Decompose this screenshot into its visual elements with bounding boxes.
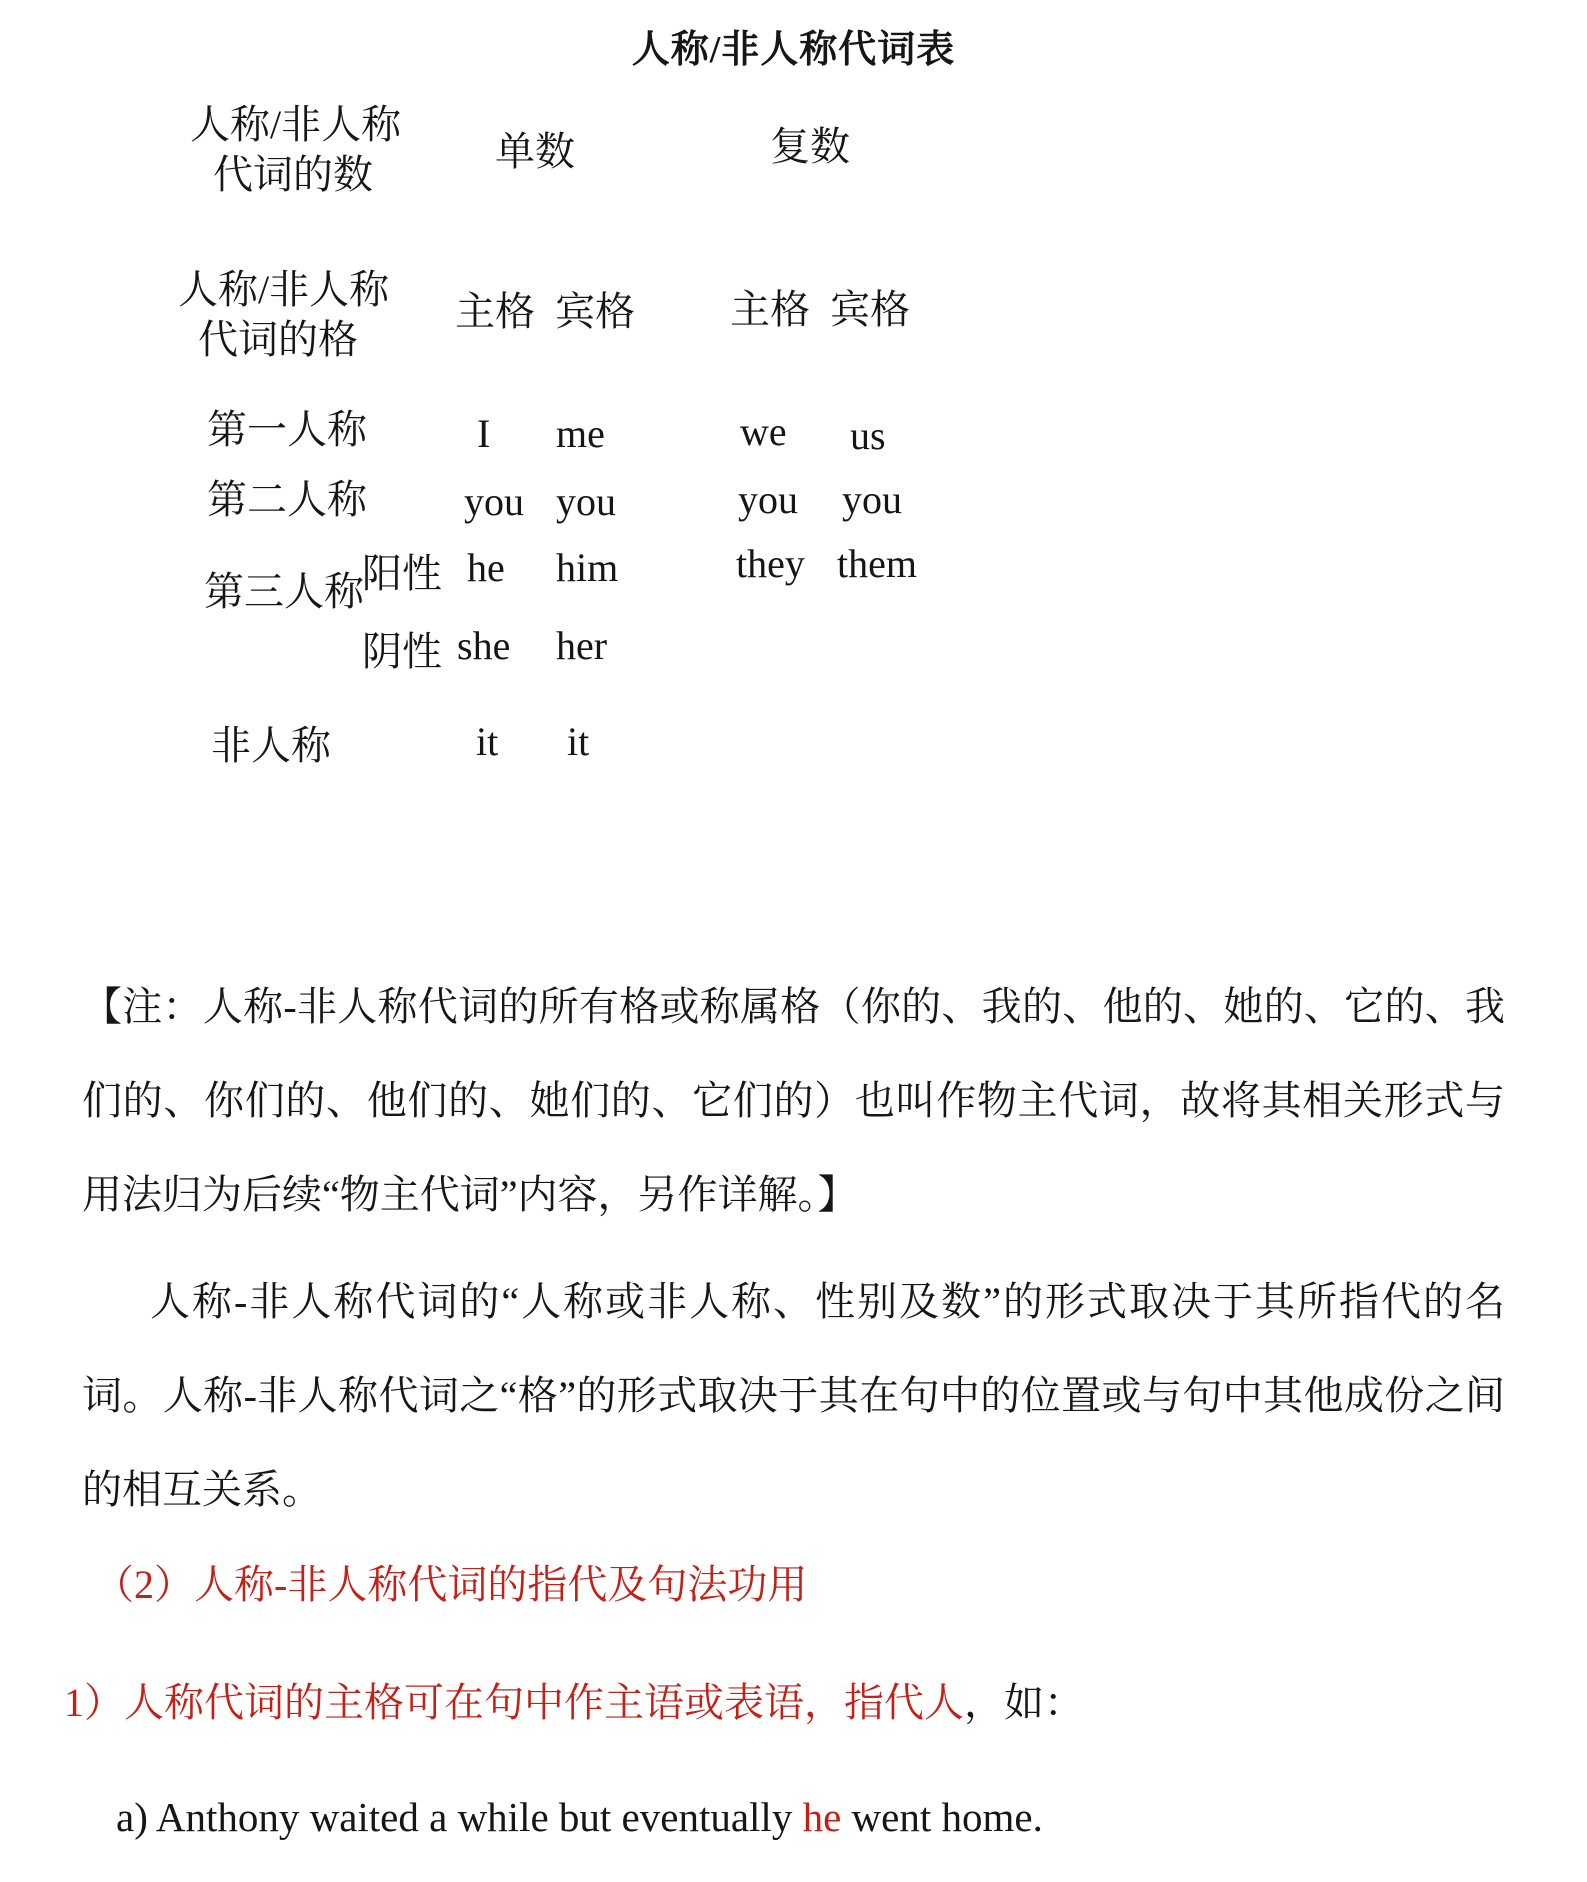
cell-third-masc-sg-nom: he — [467, 545, 505, 590]
col-header-number-line2: 代词的数 — [213, 152, 373, 197]
col-header-plural: 复数 — [770, 124, 850, 169]
cell-impersonal-sg-nom: it — [476, 719, 499, 764]
cell-impersonal-sg-acc: it — [567, 719, 590, 764]
example-a-highlight: he — [802, 1794, 842, 1840]
section-2-heading: （2）人称-非人称代词的指代及句法功用 — [94, 1562, 808, 1607]
row-label-masculine: 阳性 — [362, 551, 442, 596]
row-label-third-person: 第三人称 — [204, 569, 364, 614]
example-a-prefix: a) Anthony waited a while but eventually — [116, 1794, 803, 1840]
col-header-number-label — [190, 100, 402, 200]
page-title: 人称/非人称代词表 — [631, 29, 956, 71]
cell-third-pl-nom: they — [736, 541, 805, 586]
cell-second-pl-nom: you — [738, 477, 798, 522]
row-label-feminine: 阴性 — [362, 629, 442, 674]
example-a-suffix: went home. — [841, 1794, 1043, 1840]
row-label-second-person: 第二人称 — [207, 477, 367, 522]
item-1-red-text: 1）人称代词的主格可在句中作主语或表语，指代人 — [64, 1680, 964, 1725]
col-header-number-line1: 人称/非人称 — [190, 102, 402, 147]
case-header-sg-nom: 主格 — [455, 289, 535, 334]
cell-third-fem-sg-nom: she — [457, 623, 511, 668]
col-header-case-label — [178, 265, 390, 365]
cell-second-sg-nom: you — [464, 479, 524, 524]
body-paragraph: 人称-非人称代词的“人称或非人称、性别及数”的形式取决于其所指代的名词。人称-非人称代词之“格”的形式取决于其在句中的位置或与句中其他成份之间的相互关系。 — [82, 1279, 1505, 1512]
item-1-line — [64, 1673, 1505, 1733]
col-header-case-line2: 代词的格 — [198, 317, 358, 362]
document-body — [0, 960, 1587, 1847]
cell-third-masc-sg-acc: him — [556, 545, 619, 590]
cell-first-sg-nom: I — [477, 411, 491, 456]
cell-second-sg-acc: you — [556, 479, 616, 524]
cell-first-pl-acc: us — [850, 413, 886, 458]
row-label-impersonal: 非人称 — [211, 723, 331, 768]
cell-third-pl-acc: them — [837, 541, 917, 586]
cell-first-sg-acc: me — [556, 411, 605, 456]
case-header-pl-nom: 主格 — [730, 287, 810, 332]
case-header-sg-acc: 宾格 — [555, 289, 635, 334]
cell-first-pl-nom: we — [740, 409, 787, 454]
col-header-case-line1: 人称/非人称 — [178, 267, 390, 312]
cell-second-pl-acc: you — [842, 477, 902, 522]
example-a-sentence — [82, 1787, 1505, 1847]
pronoun-table — [0, 82, 1587, 952]
row-label-first-person: 第一人称 — [207, 407, 367, 452]
case-header-pl-acc: 宾格 — [830, 287, 910, 332]
item-1-black-suffix: ，如： — [964, 1680, 1084, 1725]
col-header-singular: 单数 — [495, 129, 575, 174]
note-paragraph: 【注：人称-非人称代词的所有格或称属格（你的、我的、他的、她的、它的、我们的、你们的、他们的、她们的、它们的）也叫作物主代词，故将其相关形式与用法归为后续“物主代词”内容，另作详解。】 — [82, 984, 1505, 1217]
cell-third-fem-sg-acc: her — [556, 623, 608, 668]
